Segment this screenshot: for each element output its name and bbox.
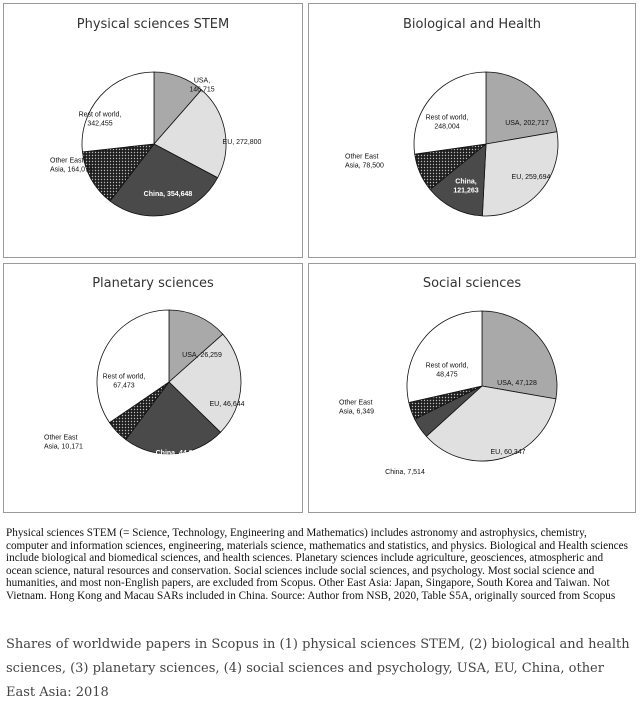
slice-label-usa: USA, 47,128 — [497, 380, 537, 387]
slice-label-usa: USA, 146,715 — [189, 77, 215, 94]
pie-slice-rest-of-world — [414, 72, 486, 154]
chart-title: Planetary sciences — [92, 276, 214, 291]
slice-label-other-east-asia: Other East Asia, 164,076 — [50, 157, 93, 174]
slice-label-other-east-asia: Other East Asia, 6,349 — [339, 399, 375, 416]
slice-label-china: China, 7,514 — [385, 469, 425, 476]
chart-panel-physical-sciences — [3, 3, 303, 258]
slice-label-usa: USA, 26,259 — [182, 352, 222, 359]
slice-label-china: China, 121,263 — [453, 178, 479, 195]
slice-label-china: China, 354,648 — [143, 191, 193, 198]
slice-label-eu: EU, 259,694 — [511, 174, 551, 181]
chart-title: Biological and Health — [402, 17, 542, 32]
figure-notes: Physical sciences STEM (= Science, Technology, Engineering and Mathematics) includes astronomy and astrophysics, chemistry, computer and information sciences, engineering, materials science, mathematics and statistics, and physics. Biological and Health sciences include biological and biomedical sciences, and health sciences. Planetary sciences include agriculture, geosciences, atmospheric and ocean science, natural resources and conservation. Social sciences include social sciences, and psychology. Most social science and humanities, and most non-English papers, are excluded from Scopus. Other East Asia: Japan, Singapore, South Korea and Taiwan. Not Vietnam. Hong Kong and Macau SARs included in China. Source: Author from NSB, 2020, Table S5A, originally sourced from Scopus — [6, 527, 628, 602]
slice-label-other-east-asia: Other East Asia, 78,500 — [345, 153, 384, 170]
chart-panel-social-sciences — [308, 263, 636, 513]
pie-chart-svg — [309, 264, 635, 512]
slice-label-other-east-asia: Other East Asia, 10,171 — [44, 434, 83, 451]
slice-label-eu: EU, 46,644 — [209, 401, 245, 408]
pie-chart-svg — [309, 4, 635, 257]
slice-label-rest-of-world: Rest of world, 48,475 — [425, 362, 469, 379]
slice-label-china: China, 44,836 — [155, 450, 201, 457]
pie-chart-svg — [4, 4, 302, 257]
slice-label-rest-of-world: Rest of world, 342,455 — [78, 111, 122, 128]
chart-panel-planetary-sciences — [3, 263, 303, 513]
pie-chart-svg — [4, 264, 302, 512]
figure-caption: Shares of worldwide papers in Scopus in (1) physical sciences STEM, (2) biological and health sciences, (3) planetary sciences, (4) social sciences and psychology, USA, EU, China, other East Asia: 2018 — [6, 637, 630, 700]
chart-title: Social sciences — [422, 276, 522, 291]
chart-panel-biological-health — [308, 3, 636, 258]
slice-label-eu: EU, 272,800 — [222, 139, 262, 146]
slice-label-rest-of-world: Rest of world, 248,004 — [425, 114, 469, 131]
chart-title: Physical sciences STEM — [76, 17, 230, 32]
pie-slice-rest-of-world — [407, 311, 482, 403]
slice-label-eu: EU, 60,347 — [490, 449, 526, 456]
slice-label-usa: USA, 202,717 — [505, 120, 549, 127]
slice-label-rest-of-world: Rest of world, 67,473 — [102, 373, 146, 390]
